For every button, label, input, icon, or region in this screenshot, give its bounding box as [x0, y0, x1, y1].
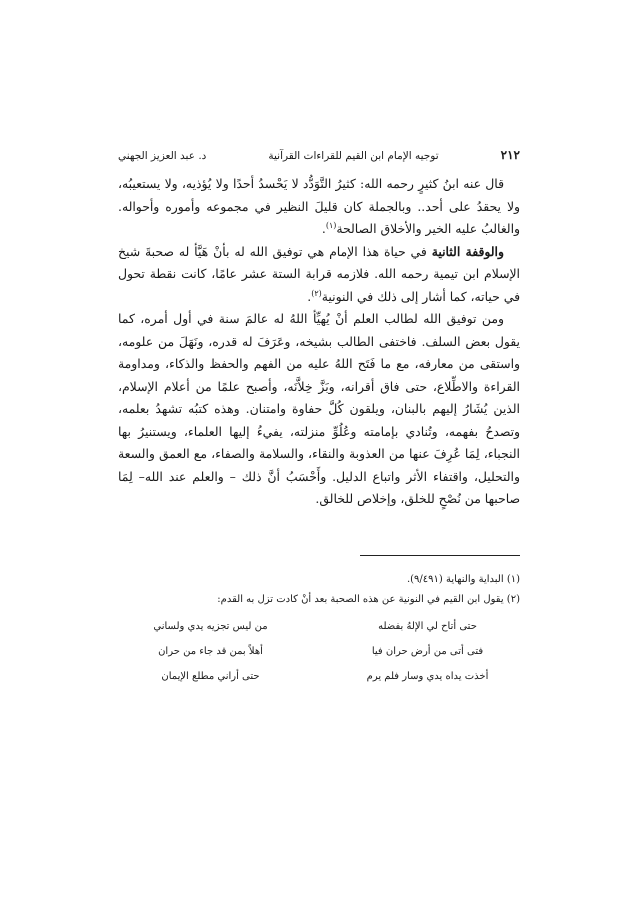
verse-first-hemistich: حتى أتاح لي الإلهُ بفضله: [378, 620, 477, 632]
paragraph-tail: .: [307, 288, 312, 304]
verse-line: [118, 664, 520, 689]
paragraph-tail: .: [321, 221, 326, 236]
footnote-ref[interactable]: (٢): [311, 288, 322, 298]
footnote: (١) البداية والنهاية (٩/٤٩١).: [406, 573, 520, 585]
verse-line: [118, 614, 520, 639]
verse-first-hemistich: فتى أتى من أرض حران فيا: [371, 645, 484, 657]
running-header: [118, 148, 520, 167]
footnote: (٢) يقول ابن القيم في النونية عن هذه الصحبة بعد أنْ كادت تزل به القدم:: [217, 593, 520, 605]
section-lead: والوقفة الثانية: [431, 243, 504, 259]
verse-second-hemistich: من ليس تجزيه يدي ولساني: [153, 620, 268, 632]
poem-verses: [118, 614, 520, 689]
book-title: توجيه الإمام ابن القيم للقراءات القرآنية: [268, 150, 439, 162]
footnote-ref[interactable]: (١): [325, 220, 337, 230]
verse-line: [118, 639, 520, 664]
document-page: [118, 148, 520, 689]
paragraph: [118, 173, 520, 241]
verse-first-hemistich: أخذت يداه يدي وسار فلم يرم: [366, 670, 489, 682]
footnote-separator: [360, 555, 520, 556]
paragraph-text: في حياة هذا الإمام هي توفيق الله له بأنْ هَيَّأ له صحبةَ شيخ الإسلام ابن تيمية رحمه الله. فلازمه قرابة الستة عشر عامًا، كانت نقطة تحول في حياته، كما أشار إلى ذلك في النونية: [118, 243, 520, 304]
paragraph: [118, 241, 520, 309]
verse-second-hemistich: حتى أراني مطلع الإيمان: [161, 670, 260, 682]
body-text: [118, 173, 520, 511]
paragraph: [118, 308, 520, 511]
paragraph-text: قال عنه ابنُ كثيرٍ رحمه الله: كثيرُ التَّوَدُّد لا يَحْسدُ أحدًا ولا يُؤذيه، ولا يستعيبُه، ولا يحقدُ على أحد.. وبالجملة كان قليلَ النظير في مجموعه وأموره وأحواله. والغالبُ عليه الخير والأخلاق الصالحة: [118, 176, 520, 236]
paragraph-text: ومن توفيق الله لطالب العلم أنْ يُهيِّأ اللهُ له عالمَ سنة في أول أمره، كما يقول بعض السلف. فاختفى الطالب بشيخه، وعَرَفَ له قدره، ونَهَلَ من علومه، واستقى من معارفه، مع ما فَتَح اللهُ عليه من الفهم والحفظ والذكاء، ومداومة القراءة والاطِّلاع، حتى فاق أقرانه، وبَزَّ خِلاَّنَه، وأصبح علمًا من أعلام الإسلام، الذين يُشَارُ إليهم بالبنان، ويلقون كُلَّ حفاوة وامتنان. وهذه كتبُه تشهدُ بعلمه، وتصدحُ بفهمه، وتُنادي بإمامته وعُلُوِّ منزلته، يفيءُ إليها العلماء، ويستنيرُ بها النجباء، لِمَا عُرِفَ عنها من العذوبة والنقاء، والسلامة والصفاء، مع العمق والسعة والتحليل، واقتفاء الأثر واتباع الدليل. وأَحْسَبُ أنَّ ذلك – والعلم عند الله– لِمَا صاحبها من نُصْحٍ للخلق، وإخلاص للخالق.: [118, 311, 520, 506]
page-number: ٢١٢: [500, 148, 520, 162]
verse-second-hemistich: أهلاً بمن قد جاء من حران: [158, 645, 263, 657]
author-name: د. عبد العزيز الجهني: [118, 150, 207, 162]
footnotes: [118, 570, 520, 689]
